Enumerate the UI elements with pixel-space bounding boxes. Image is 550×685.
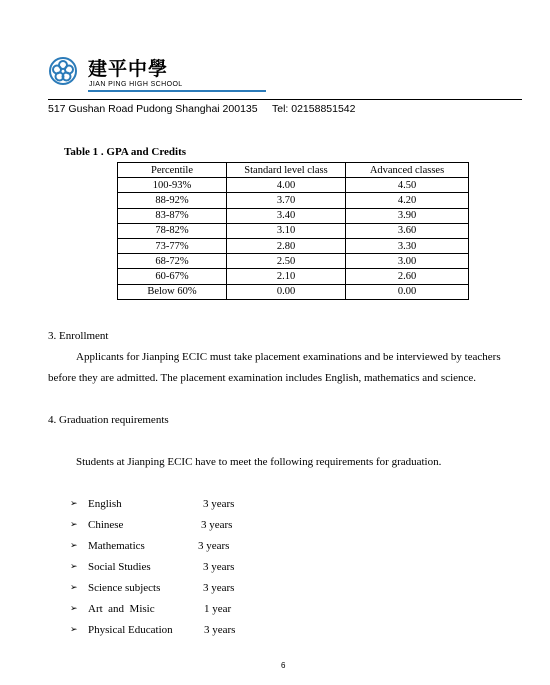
standard-cell: 3.70 [227, 193, 346, 208]
gpa-credits-table [117, 162, 469, 300]
requirement-years: 3 years [201, 519, 233, 531]
arrow-bullet-icon: ➢ [70, 499, 78, 509]
requirement-subject: Chinese [88, 519, 124, 531]
header-accent-rule [88, 90, 266, 92]
page-number: 6 [281, 661, 286, 670]
table-header-row [118, 163, 469, 178]
advanced-cell: 3.30 [346, 238, 469, 253]
percentile-cell: 78-82% [118, 223, 227, 238]
advanced-cell: 4.50 [346, 178, 469, 193]
percentile-cell: 68-72% [118, 254, 227, 269]
requirement-years: 3 years [203, 498, 235, 510]
requirement-subject: Physical Education [88, 624, 173, 636]
section-heading-graduation: 4. Graduation requirements [48, 414, 169, 426]
graduation-intro: Students at Jianping ECIC have to meet the following requirements for graduation. [76, 456, 442, 468]
advanced-cell: 3.90 [346, 208, 469, 223]
advanced-cell: 3.60 [346, 223, 469, 238]
arrow-bullet-icon: ➢ [70, 625, 78, 635]
percentile-cell: 88-92% [118, 193, 227, 208]
requirement-years: 3 years [203, 561, 235, 573]
table-row [118, 254, 469, 269]
standard-cell: 2.80 [227, 238, 346, 253]
requirement-years: 3 years [204, 624, 236, 636]
advanced-cell: 2.60 [346, 269, 469, 284]
requirement-years: 1 year [204, 603, 232, 615]
requirement-subject: Mathematics [88, 540, 145, 552]
percentile-cell: Below 60% [118, 284, 227, 299]
advanced-cell: 3.00 [346, 254, 469, 269]
table-row [118, 269, 469, 284]
requirement-years: 3 years [198, 540, 230, 552]
requirement-subject: Art and Misic [88, 603, 155, 615]
percentile-cell: 60-67% [118, 269, 227, 284]
school-address: 517 Gushan Road Pudong Shanghai 200135 Tel: 02158851542 [48, 103, 356, 115]
standard-cell: 2.10 [227, 269, 346, 284]
table-row [118, 284, 469, 299]
school-logo-icon [49, 57, 77, 85]
table-row [118, 223, 469, 238]
table-title: Table 1 . GPA and Credits [64, 146, 187, 158]
enrollment-paragraph-line: Applicants for Jianping ECIC must take placement examinations and be interviewed by teachers [76, 351, 501, 363]
advanced-cell: 4.20 [346, 193, 469, 208]
arrow-bullet-icon: ➢ [70, 541, 78, 551]
arrow-bullet-icon: ➢ [70, 562, 78, 572]
column-header: Standard level class [227, 163, 346, 178]
arrow-bullet-icon: ➢ [70, 583, 78, 593]
section-heading-enrollment: 3. Enrollment [48, 330, 109, 342]
table-row [118, 208, 469, 223]
percentile-cell: 83-87% [118, 208, 227, 223]
school-name-english: JIAN PING HIGH SCHOOL [89, 81, 183, 88]
standard-cell: 0.00 [227, 284, 346, 299]
standard-cell: 3.40 [227, 208, 346, 223]
arrow-bullet-icon: ➢ [70, 520, 78, 530]
requirement-subject: Social Studies [88, 561, 151, 573]
requirement-subject: English [88, 498, 122, 510]
percentile-cell: 73-77% [118, 238, 227, 253]
standard-cell: 2.50 [227, 254, 346, 269]
column-header: Advanced classes [346, 163, 469, 178]
requirement-years: 3 years [203, 582, 235, 594]
column-header: Percentile [118, 163, 227, 178]
school-name-chinese: 建平中學 [88, 58, 169, 80]
standard-cell: 4.00 [227, 178, 346, 193]
arrow-bullet-icon: ➢ [70, 604, 78, 614]
table-row [118, 178, 469, 193]
advanced-cell: 0.00 [346, 284, 469, 299]
table-row [118, 193, 469, 208]
table-row [118, 238, 469, 253]
standard-cell: 3.10 [227, 223, 346, 238]
requirement-subject: Science subjects [88, 582, 161, 594]
enrollment-paragraph-line: before they are admitted. The placement examination includes English, mathematics and science. [48, 372, 477, 384]
percentile-cell: 100-93% [118, 178, 227, 193]
header-divider [48, 99, 522, 100]
